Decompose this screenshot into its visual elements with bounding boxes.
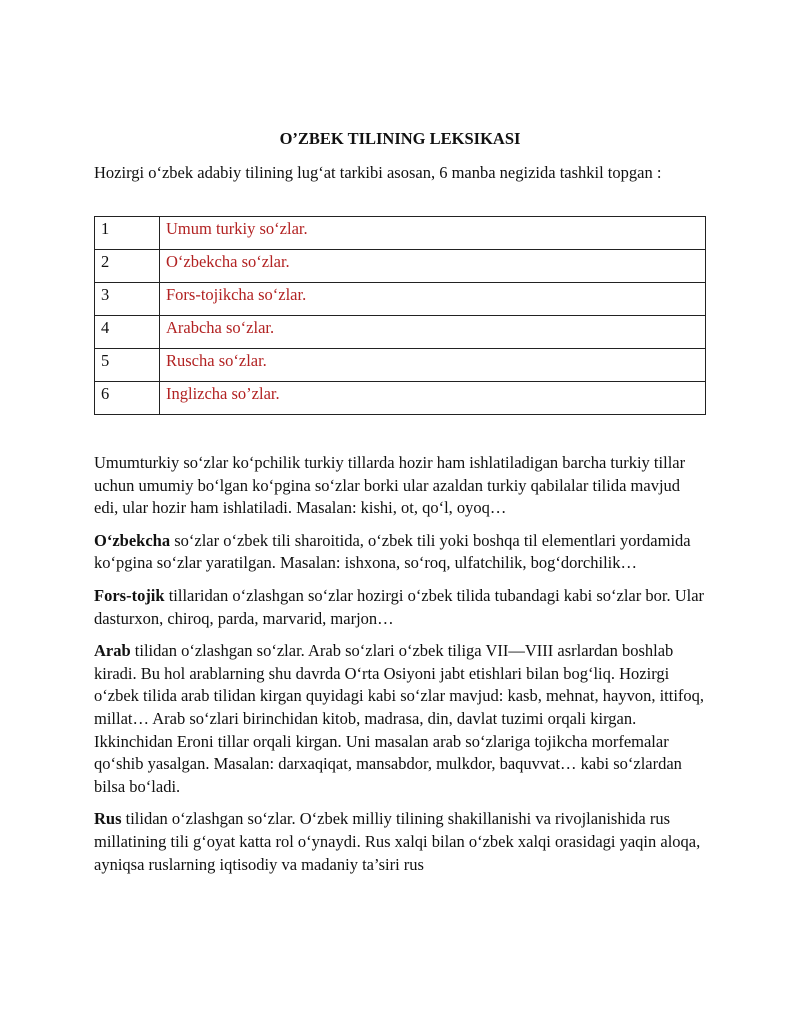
paragraph-umumturkiy bbox=[94, 452, 706, 520]
source-name: Fors-tojikcha so‘zlar. bbox=[160, 283, 706, 316]
paragraph-text: tilidan o‘zlashgan so‘zlar. Arab so‘zlari o‘zbek tiliga VII—VIII asrlardan boshlab kiradi. Bu hol arablarning shu davrda O‘rta Osiyoni jabt etishlari bilan bog‘liq. Hozirgi o‘zbek tilida arab tilidan kirgan quyidagi kabi so‘zlar mavjud: kasb, mehnat, hayvon, ittifoq, millat… Arab so‘zlari birinchidan kitob, madrasa, din, davlat tuzimi orqali kirgan. Ikkinchidan Eroni tillar orqali kirgan. Uni masalan arab so‘zlariga tojikcha morfemalar qo‘shib yasalgan. Masalan: darxaqiqat, mansabdor, mulkdor, baquvvat… kabi so‘zlardan bilsa bo‘ladi. bbox=[94, 641, 705, 796]
sources-table bbox=[94, 216, 706, 415]
paragraph-lead: O‘zbekcha bbox=[94, 530, 171, 550]
paragraph-arab bbox=[94, 640, 706, 798]
row-number: 4 bbox=[95, 316, 160, 349]
paragraph-rus bbox=[94, 808, 706, 876]
paragraph-lead: Fors-tojik bbox=[94, 585, 165, 605]
table-row bbox=[95, 283, 706, 316]
paragraph-text: tillaridan o‘zlashgan so‘zlar hozirgi o‘zbek tilida tubandagi kabi so‘zlar bor. Ular dasturxon, chiroq, parda, marvarid, marjon… bbox=[94, 585, 705, 628]
row-number: 5 bbox=[95, 349, 160, 382]
source-name: Inglizcha so’zlar. bbox=[160, 382, 706, 415]
paragraph-text: tilidan o‘zlashgan so‘zlar. O‘zbek milliy tilining shakillanishi va rivojlanishida rus millatining tili g‘oyat katta rol o‘ynaydi. Rus xalqi bilan o‘zbek xalqi orasidagi yaqin aloqa, ayniqsa ruslarning iqtisodiy va madaniy ta’siri rus bbox=[94, 809, 701, 874]
document-title: O’ZBEK TILINING LEKSIKASI bbox=[279, 129, 521, 148]
paragraph-fors-tojik bbox=[94, 585, 706, 630]
row-number: 2 bbox=[95, 250, 160, 283]
source-name: Arabcha so‘zlar. bbox=[160, 316, 706, 349]
intro-paragraph: Hozirgi o‘zbek adabiy tilining lug‘at tarkibi asosan, 6 manba negizida tashkil topgan : bbox=[94, 163, 662, 182]
body-text bbox=[94, 452, 706, 886]
source-name: O‘zbekcha so‘zlar. bbox=[160, 250, 706, 283]
source-name: Ruscha so‘zlar. bbox=[160, 349, 706, 382]
table-row bbox=[95, 316, 706, 349]
table-row bbox=[95, 382, 706, 415]
paragraph-ozbekcha bbox=[94, 530, 706, 575]
source-name: Umum turkiy so‘zlar. bbox=[160, 217, 706, 250]
paragraph-lead: Rus bbox=[94, 809, 122, 829]
row-number: 3 bbox=[95, 283, 160, 316]
row-number: 6 bbox=[95, 382, 160, 415]
paragraph-text: Umumturkiy so‘zlar ko‘pchilik turkiy tillarda hozir ham ishlatiladigan barcha turkiy tillar uchun umumiy bo‘lgan ko‘pgina so‘zlar borki ular azaldan turkiy qabilalar tilida mavjud edi, ular hozir ham ishlatiladi. Masalan: kishi, ot, qo‘l, oyoq… bbox=[94, 453, 686, 518]
table-row bbox=[95, 217, 706, 250]
table-row bbox=[95, 250, 706, 283]
row-number: 1 bbox=[95, 217, 160, 250]
paragraph-lead: Arab bbox=[94, 641, 131, 661]
table-row bbox=[95, 349, 706, 382]
paragraph-text: so‘zlar o‘zbek tili sharoitida, o‘zbek tili yoki boshqa til elementlari yordamida ko‘pgina so‘zlar yaratilgan. Masalan: ishxona, so‘roq, ulfatchilik, bog‘dorchilik… bbox=[94, 530, 691, 573]
